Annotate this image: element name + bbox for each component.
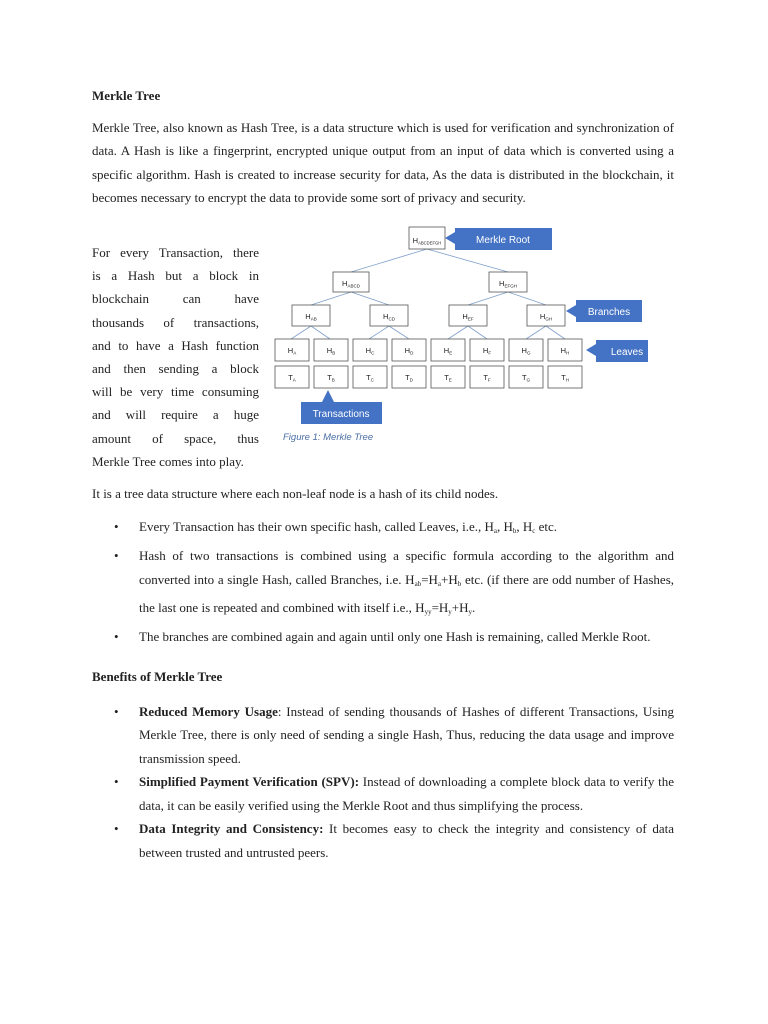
leaf-label: $H_E$ bbox=[443, 346, 453, 356]
branch-label: $H_{GH}$ bbox=[539, 312, 553, 322]
transaction-label: $T_A$ bbox=[288, 373, 296, 383]
branch-label: $H_{AB}$ bbox=[305, 312, 317, 322]
branches-callout bbox=[566, 300, 642, 322]
transaction-label: $T_D$ bbox=[405, 373, 413, 383]
benefit-item: • Data Integrity and Consistency: It becomes easy to check the integrity and consistency of data between trusted and untrusted peers. bbox=[92, 817, 674, 864]
transaction-label: $T_E$ bbox=[444, 373, 452, 383]
branch-node bbox=[370, 305, 408, 326]
branch-node bbox=[449, 305, 487, 326]
transactions-callout bbox=[301, 390, 382, 424]
branch-node bbox=[527, 305, 565, 326]
transaction-label: $T_B$ bbox=[327, 373, 335, 383]
leaf-label: $H_D$ bbox=[404, 346, 414, 356]
intro-paragraph: Merkle Tree, also known as Hash Tree, is a data structure which is used for verification and synchronization of data. A Hash is like a fingerprint, encrypted unique output from an input of data which is converted using a specific algorithm. Hash is created to increase security for data, As the data is distributed in the blockchain, it becomes necessary to encrypt the data to provide some sort of privacy and security. bbox=[92, 120, 674, 205]
side-line: and then sending a block bbox=[92, 360, 259, 376]
side-line: is a Hash but a block in bbox=[92, 268, 259, 284]
merkle-root-callout bbox=[445, 228, 552, 250]
transaction-label: $T_C$ bbox=[366, 373, 374, 383]
leaves-branches-list bbox=[92, 515, 674, 649]
merkle-tree-diagram bbox=[268, 222, 648, 447]
transaction-label: $T_G$ bbox=[521, 373, 531, 383]
branch-node bbox=[292, 305, 330, 326]
side-line: blockchain can have bbox=[92, 291, 259, 307]
tree-edges bbox=[291, 249, 565, 339]
leaf-label: $H_G$ bbox=[521, 346, 531, 356]
branch-node bbox=[489, 272, 527, 292]
transactions-label: Transactions bbox=[312, 409, 370, 420]
page-title: Merkle Tree bbox=[92, 88, 161, 103]
tree-definition: It is a tree data structure where each non-leaf node is a hash of its child nodes. bbox=[92, 486, 499, 501]
list-item: • The branches are combined again and again until only one Hash is remaining, called Merkle Root. bbox=[92, 625, 674, 648]
branch-node bbox=[333, 272, 369, 292]
branch-label: $H_{EFGH}$ bbox=[499, 279, 517, 289]
side-line: and to have a Hash function bbox=[92, 337, 259, 353]
root-main: H bbox=[412, 236, 419, 245]
side-line: amount of space, thus bbox=[92, 430, 259, 446]
root-sub: ABCDEFGH bbox=[418, 240, 442, 246]
side-line: For every Transaction, there bbox=[92, 245, 259, 260]
leaf-label: $H_B$ bbox=[326, 346, 336, 356]
side-line: and will require a huge bbox=[92, 407, 259, 423]
branch-label: $H_{CD}$ bbox=[383, 312, 395, 322]
benefits-heading: Benefits of Merkle Tree bbox=[92, 669, 223, 684]
leaf-label: $H_H$ bbox=[560, 346, 570, 356]
transaction-label: $T_H$ bbox=[561, 373, 569, 383]
transaction-label: $T_F$ bbox=[483, 373, 491, 383]
leaf-label: $H_A$ bbox=[287, 346, 297, 356]
branch-label: $H_{EF}$ bbox=[462, 312, 474, 322]
benefit-item: • Reduced Memory Usage: Instead of sending thousands of Hashes of different Transactions, Using Merkle Tree, there is only need of sending a single Hash, Thus, reducing the data usage and improve transmission speed. bbox=[92, 700, 674, 770]
side-line: Merkle Tree comes into play. bbox=[92, 453, 244, 469]
side-line: thousands of transactions, bbox=[92, 314, 259, 330]
side-paragraph bbox=[92, 241, 259, 473]
figure-caption: Figure 1: Merkle Tree bbox=[283, 432, 374, 443]
merkle-root-label: Merkle Root bbox=[476, 235, 530, 246]
side-line: will be very time consuming bbox=[92, 384, 259, 400]
leaves-label: Leaves bbox=[610, 347, 644, 358]
leaf-label: $H_F$ bbox=[482, 346, 492, 356]
benefits-list bbox=[92, 700, 674, 865]
list-item: • Hash of two transactions is combined using a specific formula according to the algorithm and converted into a single Hash, called Branches, i.e. $H_{ab}=H_a+H_b$ etc. (if there are odd number of Hashes, the last one is repeated and combined with itself i.e., $H_{yy}=H_y+H_y$. bbox=[92, 544, 674, 624]
benefit-item: • Simplified Payment Verification (SPV): Instead of downloading a complete block data to verify the data, it can be easily verified using the Merkle Root and thus simplifying the process. bbox=[92, 770, 674, 817]
list-item: • Every Transaction has their own specific hash, called Leaves, i.e., $H_a$, $H_b$, $H_c$ etc. bbox=[92, 515, 674, 543]
leaf-row bbox=[275, 339, 582, 361]
branches-label: Branches bbox=[587, 307, 631, 318]
transaction-row bbox=[275, 366, 582, 388]
leaves-callout bbox=[586, 340, 648, 362]
leaf-label: $H_C$ bbox=[365, 346, 375, 356]
branch-label: $H_{ABCD}$ bbox=[342, 279, 360, 289]
